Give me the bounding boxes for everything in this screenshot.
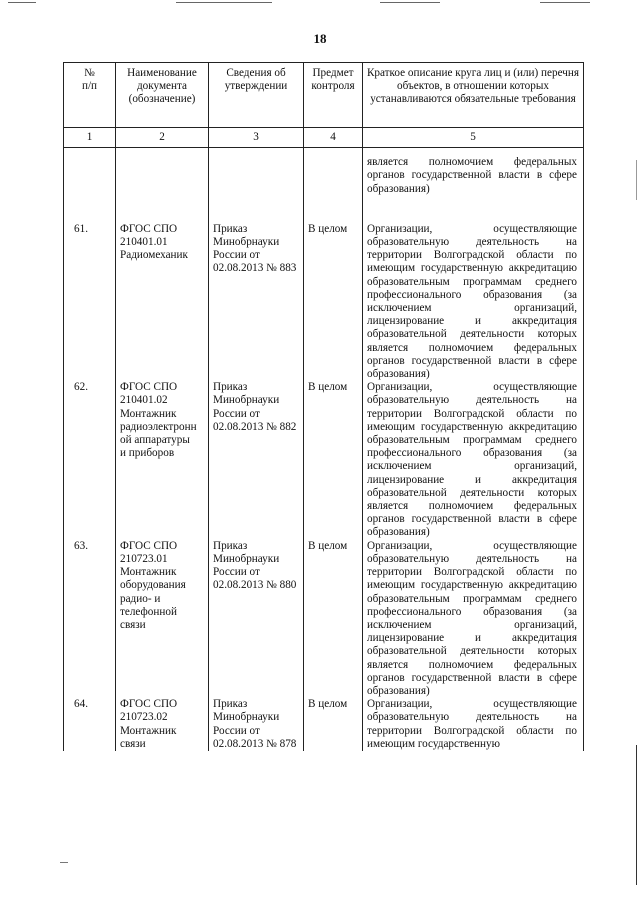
document-name-line: Радиомеханик bbox=[120, 249, 188, 262]
document-name-cell bbox=[116, 540, 209, 698]
header-document-name: Наименование документа (обозначение) bbox=[116, 63, 209, 128]
column-number: 5 bbox=[363, 128, 584, 148]
document-name-line: Монтажник bbox=[120, 724, 177, 737]
approval-cell bbox=[209, 698, 304, 751]
subject-cell: В целом bbox=[304, 698, 363, 751]
subject-cell: В целом bbox=[304, 381, 363, 539]
continuation-text: является полномочием федеральных органов государственной власти в сфере образования) bbox=[367, 156, 577, 195]
scan-edge-line bbox=[636, 160, 637, 200]
document-name-line: 210401.02 bbox=[120, 394, 168, 407]
approval-line: России от bbox=[213, 566, 260, 579]
table-row bbox=[64, 381, 584, 539]
continuation-row bbox=[64, 148, 584, 223]
document-name-line: ФГОС СПО bbox=[120, 539, 178, 552]
row-number: 64. bbox=[64, 698, 116, 751]
document-name-cell bbox=[116, 381, 209, 539]
header-no: № п/п bbox=[64, 63, 116, 128]
description-cell: Организации, осуществляющие образовательную деятельность на территории Волгоградской области по имеющим государственную bbox=[363, 698, 584, 751]
document-name-line: ФГОС СПО bbox=[120, 698, 178, 711]
page-number: 18 bbox=[313, 31, 327, 46]
scan-mark bbox=[176, 2, 272, 3]
document-name-line: 210723.02 bbox=[120, 711, 168, 724]
approval-line: Приказ bbox=[213, 539, 248, 552]
requirements-table bbox=[63, 62, 584, 751]
description-cell: Организации, осуществляющие образовательную деятельность на территории Волгоградской области по имеющим государственную аккредитацию образовательным программам среднего профессионального образования (за исключением организаций, лицензирование и аккредитация образовательной деятельности которых является полномочием федеральных органов государственной власти в сфере образования) bbox=[363, 223, 584, 381]
document-name-cell bbox=[116, 223, 209, 381]
approval-line: Минобрнауки bbox=[213, 552, 280, 565]
approval-cell bbox=[209, 540, 304, 698]
column-number: 4 bbox=[304, 128, 363, 148]
document-name-cell bbox=[116, 698, 209, 751]
header-approval: Сведения об утверждении bbox=[209, 63, 304, 128]
approval-line: Приказ bbox=[213, 698, 248, 711]
document-name-line: радиоэлектронн bbox=[120, 420, 197, 433]
table-row bbox=[64, 698, 584, 751]
header-subject: Предмет контроля bbox=[304, 63, 363, 128]
document-name-line: Монтажник bbox=[120, 566, 177, 579]
description-cell: Организации, осуществляющие образовательную деятельность на территории Волгоградской области по имеющим государственную аккредитацию образовательным программам среднего профессионального образования (за исключением организаций, лицензирование и аккредитация образовательной деятельности которых является полномочием федеральных органов государственной власти в сфере образования) bbox=[363, 381, 584, 539]
approval-line: Приказ bbox=[213, 381, 248, 394]
subject-cell: В целом bbox=[304, 223, 363, 381]
document-name-line: радио- и bbox=[120, 592, 161, 605]
row-number: 63. bbox=[64, 540, 116, 698]
document-name-line: 210401.01 bbox=[120, 236, 168, 249]
document-name-line: ой аппаратуры bbox=[120, 434, 190, 447]
document-name-line: 210723.01 bbox=[120, 552, 168, 565]
approval-line: 02.08.2013 № 878 bbox=[213, 737, 297, 750]
row-number: 62. bbox=[64, 381, 116, 539]
subject-cell: В целом bbox=[304, 540, 363, 698]
scan-mark bbox=[60, 862, 68, 863]
document-name-line: телефонной bbox=[120, 605, 177, 618]
document-name-line: Монтажник bbox=[120, 407, 177, 420]
header-description: Краткое описание круга лиц и (или) перечня объектов, в отношении которых устанавливаются обязательные требования bbox=[363, 63, 584, 128]
document-name-line: ФГОС СПО bbox=[120, 381, 178, 394]
scan-mark bbox=[540, 2, 590, 3]
table-row bbox=[64, 223, 584, 381]
approval-line: России от bbox=[213, 724, 260, 737]
description-cell: Организации, осуществляющие образовательную деятельность на территории Волгоградской области по имеющим государственную аккредитацию образовательным программам среднего профессионального образования (за исключением организаций, лицензирование и аккредитация образовательной деятельности которых является полномочием федеральных органов государственной власти в сфере образования) bbox=[363, 540, 584, 698]
scan-mark bbox=[8, 2, 36, 3]
table-row bbox=[64, 540, 584, 698]
document-name-line: связи bbox=[120, 737, 146, 750]
approval-line: Минобрнауки bbox=[213, 394, 280, 407]
document-name-line: и приборов bbox=[120, 447, 175, 460]
approval-line: 02.08.2013 № 882 bbox=[213, 420, 297, 433]
approval-line: России от bbox=[213, 407, 260, 420]
column-number-row bbox=[64, 128, 584, 148]
approval-cell bbox=[209, 381, 304, 539]
approval-line: России от bbox=[213, 249, 260, 262]
approval-line: Приказ bbox=[213, 222, 248, 235]
table-header-row bbox=[64, 63, 584, 128]
approval-cell bbox=[209, 223, 304, 381]
document-name-line: ФГОС СПО bbox=[120, 222, 178, 235]
column-number: 1 bbox=[64, 128, 116, 148]
column-number: 2 bbox=[116, 128, 209, 148]
approval-line: Минобрнауки bbox=[213, 236, 280, 249]
column-number: 3 bbox=[209, 128, 304, 148]
approval-line: 02.08.2013 № 880 bbox=[213, 579, 297, 592]
row-number: 61. bbox=[64, 223, 116, 381]
document-name-line: связи bbox=[120, 618, 146, 631]
scan-mark bbox=[380, 2, 440, 3]
document-name-line: оборудования bbox=[120, 579, 186, 592]
approval-line: 02.08.2013 № 883 bbox=[213, 262, 297, 275]
scan-edge-line bbox=[636, 745, 637, 885]
approval-line: Минобрнауки bbox=[213, 711, 280, 724]
